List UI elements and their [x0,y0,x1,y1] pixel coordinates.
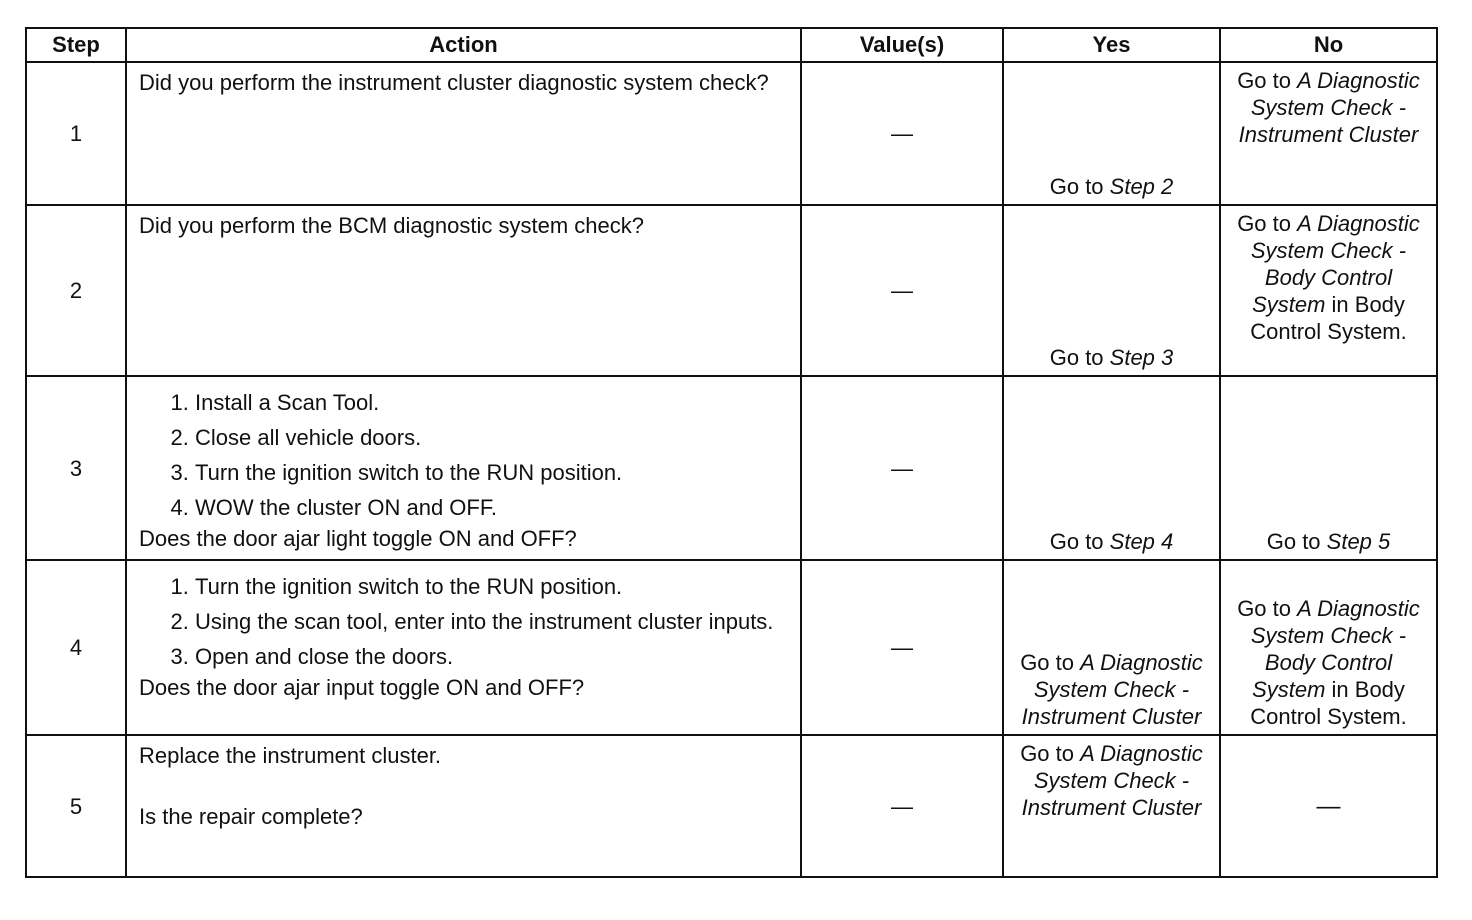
yes-prefix: Go to [1049,174,1110,199]
no-cell[interactable] [1220,62,1437,205]
yes-prefix: Go to [1049,529,1110,554]
no-dash: — [1316,792,1341,820]
header-yes: Yes [1003,28,1220,62]
value-cell: — [801,376,1003,560]
action-text [126,735,801,877]
header-step: Step [26,28,126,62]
yes-prefix: Go to [1049,345,1110,370]
action-step: 1. Turn the ignition switch to the RUN position. [195,569,790,604]
yes-cell[interactable] [1003,205,1220,376]
value-cell: — [801,735,1003,877]
action-step: 4. WOW the cluster ON and OFF. [195,490,790,525]
value-cell: — [801,62,1003,205]
no-link[interactable]: A Diagnostic System Check - Body Control System [1250,596,1420,702]
action-question: Did you perform the instrument cluster diagnostic system check? [139,70,769,95]
value-cell: — [801,205,1003,376]
no-link[interactable]: Step 5 [1326,529,1391,554]
yes-link[interactable]: Step 2 [1109,174,1174,199]
header-row [26,28,1437,62]
action-step: 3. Turn the ignition switch to the RUN position. [195,455,790,490]
table-row [26,735,1437,877]
header-action: Action [126,28,801,62]
no-suffix: in Body Control System. [1250,292,1407,344]
header-values: Value(s) [801,28,1003,62]
action-step: 2. Using the scan tool, enter into the instrument cluster inputs. [195,604,790,639]
no-prefix: Go to [1237,68,1298,93]
action-step: 2. Close all vehicle doors. [195,420,790,455]
no-prefix: Go to [1237,596,1298,621]
yes-cell[interactable] [1003,560,1220,735]
no-cell[interactable] [1220,560,1437,735]
action-question: Does the door ajar light toggle ON and OFF? [139,526,577,551]
action-instruction: Replace the instrument cluster. [139,743,442,768]
diagnostic-table [25,27,1438,878]
header-no: No [1220,28,1437,62]
yes-prefix: Go to [1020,650,1081,675]
table-row [26,205,1437,376]
spacer [139,769,790,803]
yes-cell[interactable] [1003,376,1220,560]
no-suffix: in Body Control System. [1250,677,1407,729]
no-cell[interactable] [1220,376,1437,560]
yes-link[interactable]: Step 4 [1109,529,1174,554]
yes-link[interactable]: A Diagnostic System Check - Instrument Cluster [1021,741,1203,820]
no-link[interactable]: A Diagnostic System Check - Instrument Cluster [1238,68,1420,147]
action-text [126,560,801,735]
yes-link[interactable]: Step 3 [1109,345,1174,370]
no-link[interactable]: A Diagnostic System Check - Body Control System [1250,211,1420,317]
action-text [126,62,801,205]
step-number: 2 [26,205,126,376]
step-number: 1 [26,62,126,205]
action-step: 1. Install a Scan Tool. [195,385,790,420]
yes-prefix: Go to [1020,741,1081,766]
value-cell: — [801,560,1003,735]
action-step: 3. Open and close the doors. [195,639,790,674]
action-text [126,376,801,560]
table-row [26,376,1437,560]
yes-cell[interactable] [1003,62,1220,205]
no-prefix: Go to [1237,211,1298,236]
step-number: 3 [26,376,126,560]
yes-cell[interactable] [1003,735,1220,877]
action-question: Does the door ajar input toggle ON and OFF? [139,675,585,700]
action-step-list [139,569,790,674]
step-number: 5 [26,735,126,877]
no-prefix: Go to [1266,529,1327,554]
action-text [126,205,801,376]
yes-link[interactable]: A Diagnostic System Check - Instrument Cluster [1021,650,1203,729]
table-row [26,560,1437,735]
no-cell[interactable] [1220,205,1437,376]
action-step-list [139,385,790,525]
action-question: Is the repair complete? [139,804,363,829]
no-cell [1220,735,1437,877]
table-row [26,62,1437,205]
step-number: 4 [26,560,126,735]
action-question: Did you perform the BCM diagnostic system check? [139,213,644,238]
